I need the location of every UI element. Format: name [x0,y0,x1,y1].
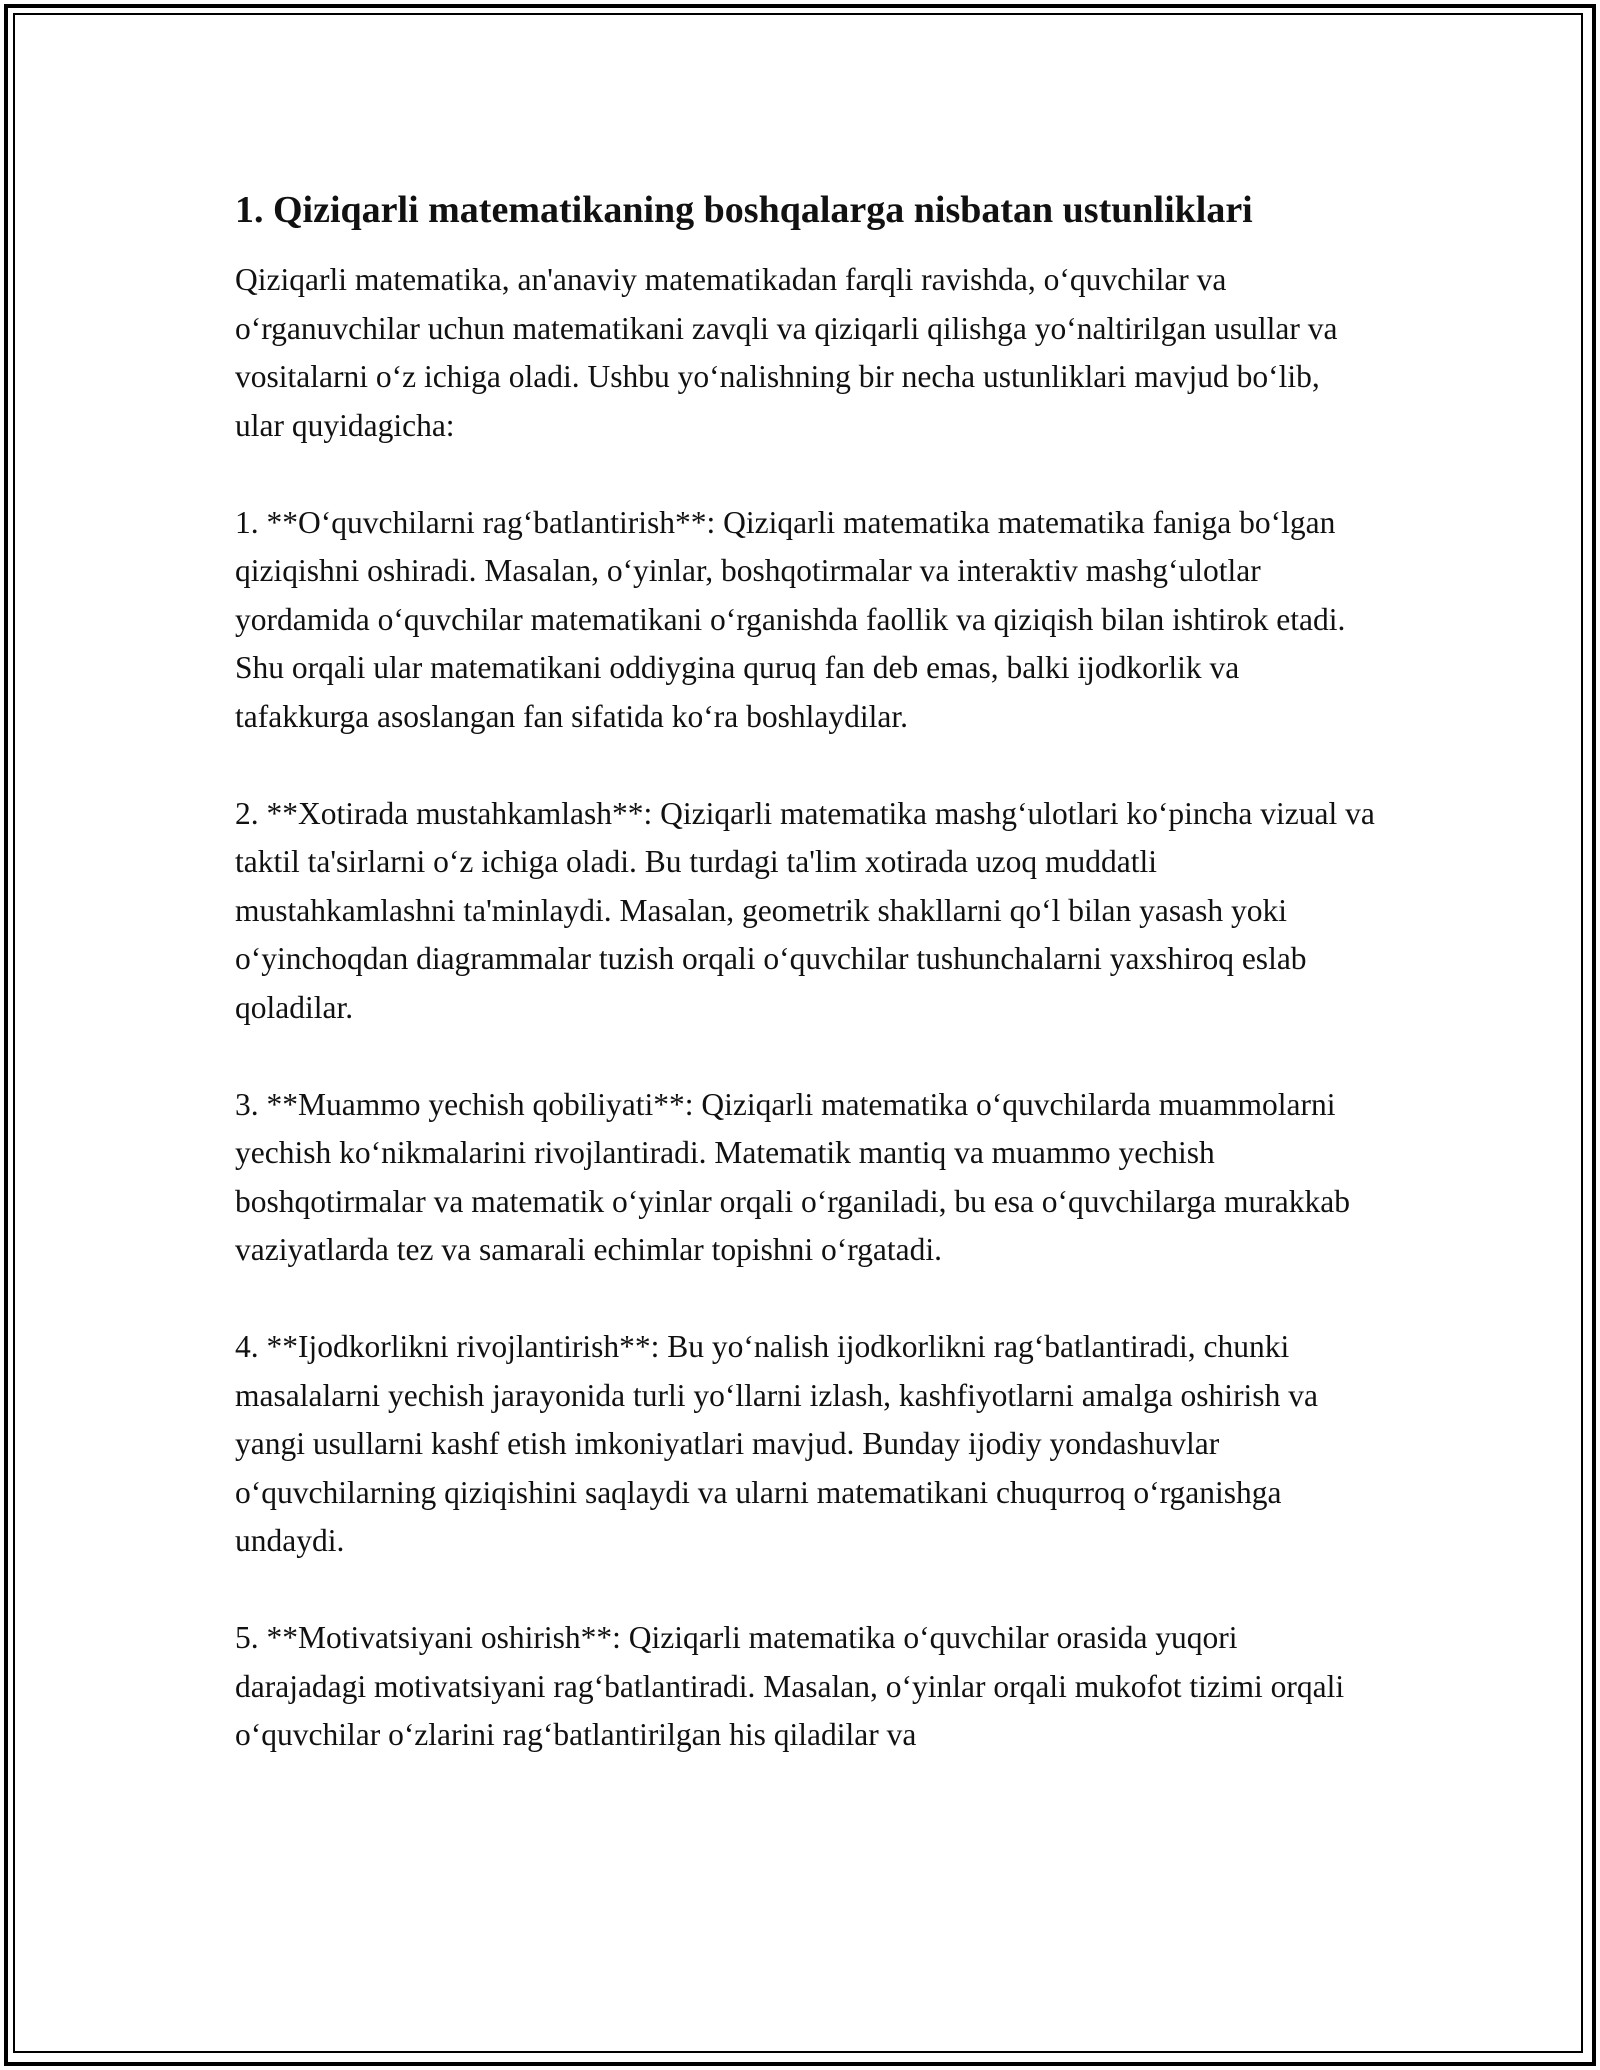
point-4-paragraph: 4. **Ijodkorlikni rivojlantirish**: Bu yo‘nalish ijodkorlikni rag‘batlantiradi, chunki masalalarni yechish jarayonida turli yo‘llarni izlash, kashfiyotlarni amalga oshirish va yangi usullarni kashf etish imkoniyatlari mavjud. Bunday ijodiy yondashuvlar o‘quvchilarning qiziqishini saqlaydi va ularni matematikani chuqurroq o‘rganishga undaydi. [235,1329,1318,1558]
point-2-paragraph: 2. **Xotirada mustahkamlash**: Qiziqarli matematika mashg‘ulotlari ko‘pincha vizual va taktil ta'sirlarni o‘z ichiga oladi. Bu turdagi ta'lim xotirada uzoq muddatli mustahkamlashni ta'minlaydi. Masalan, geometrik shakllarni qo‘l bilan yasash yoki o‘yinchoqdan diagrammalar tuzish orqali o‘quvchilar tushunchalarni yaxshiroq eslab qoladilar. [235,795,1375,1025]
intro-paragraph: Qiziqarli matematika, an'anaviy matematikadan farqli ravishda, o‘quvchilar va o‘rganuvchilar uchun matematikani zavqli va qiziqarli qilishga yo‘naltirilgan usullar va vositalarni o‘z ichiga oladi. Ushbu yo‘nalishning bir necha ustunliklari mavjud bo‘lib, ular quyidagicha: [235,262,1338,443]
section-heading: 1. Qiziqarli matematikaning boshqalarga nisbatan ustunliklari [235,189,1253,231]
document-body [235,186,1375,1808]
point-5-paragraph: 5. **Motivatsiyani oshirish**: Qiziqarli matematika o‘quvchilar orasida yuqori darajadagi motivatsiyani rag‘batlantiradi. Masalan, o‘yinlar orqali mukofot tizimi orqali o‘quvchilar o‘zlarini rag‘batlantirilgan his qiladilar va [235,1620,1345,1752]
point-3-paragraph: 3. **Muammo yechish qobiliyati**: Qiziqarli matematika o‘quvchilarda muammolarni yechish ko‘nikmalarini rivojlantiradi. Matematik mantiq va muammo yechish boshqotirmalar va matematik o‘yinlar orqali o‘rganiladi, bu esa o‘quvchilarga murakkab vaziyatlarda tez va samarali echimlar topishni o‘rgatadi. [235,1086,1350,1267]
point-1-paragraph: 1. **O‘quvchilarni rag‘batlantirish**: Qiziqarli matematika matematika faniga bo‘lgan qiziqishni oshiradi. Masalan, o‘yinlar, boshqotirmalar va interaktiv mashg‘ulotlar yordamida o‘quvchilar matematikani o‘rganishda faollik va qiziqish bilan ishtirok etadi. Shu orqali ular matematikani oddiygina quruq fan deb emas, balki ijodkorlik va tafakkurga asoslangan fan sifatida ko‘ra boshlaydilar. [235,504,1346,734]
